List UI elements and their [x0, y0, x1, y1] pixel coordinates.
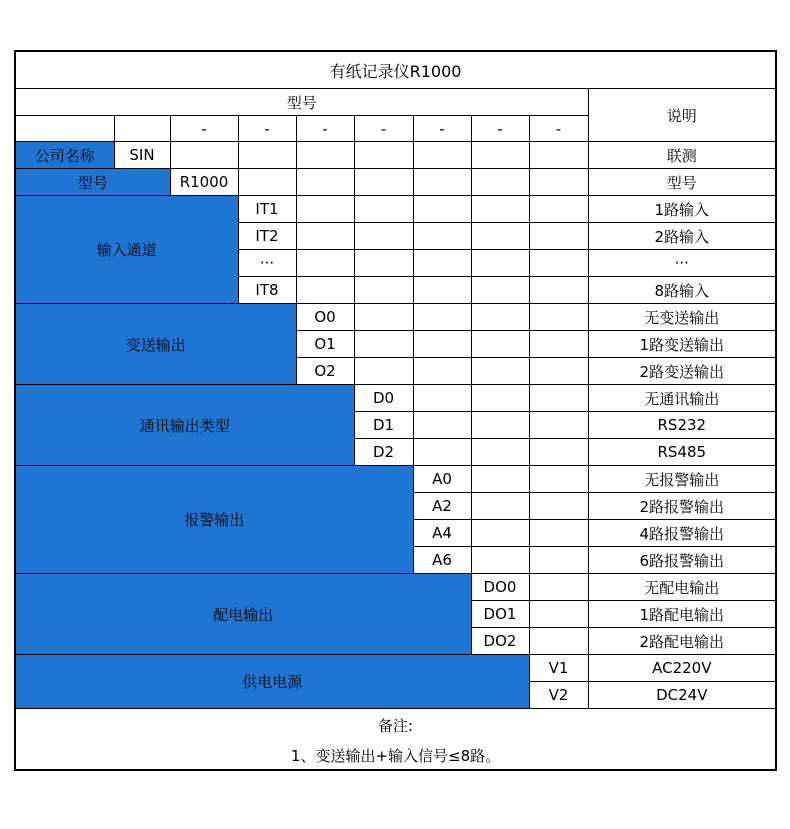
empty-cell — [296, 250, 354, 277]
code-cell: DO2 — [471, 628, 529, 655]
model-header: 型号 — [15, 89, 588, 116]
empty-cell — [529, 304, 588, 331]
code-cell: A6 — [413, 547, 471, 574]
desc-cell: 无变送输出 — [588, 304, 776, 331]
code-cell: IT2 — [238, 223, 296, 250]
desc-cell: 型号 — [588, 169, 776, 196]
empty-cell — [413, 439, 471, 466]
empty-cell — [529, 412, 588, 439]
empty-cell — [354, 331, 413, 358]
empty-cell — [170, 142, 238, 169]
code-cell: O2 — [296, 358, 354, 385]
empty-cell — [471, 358, 529, 385]
empty-cell — [471, 142, 529, 169]
empty-cell — [296, 277, 354, 304]
empty-cell — [529, 574, 588, 601]
code-cell: DO0 — [471, 574, 529, 601]
desc-cell: 无报警输出 — [588, 466, 776, 493]
empty-cell — [296, 142, 354, 169]
empty-cell — [354, 223, 413, 250]
desc-cell: RS485 — [588, 439, 776, 466]
empty-cell — [471, 466, 529, 493]
code-cell: D0 — [354, 385, 413, 412]
desc-cell: AC220V — [588, 655, 776, 682]
code-cell: D1 — [354, 412, 413, 439]
empty-cell — [529, 385, 588, 412]
empty-cell — [529, 196, 588, 223]
desc-cell: 2路配电输出 — [588, 628, 776, 655]
empty-cell — [529, 493, 588, 520]
empty-cell — [413, 412, 471, 439]
empty-cell — [529, 466, 588, 493]
empty-cell — [471, 250, 529, 277]
code-cell: R1000 — [170, 169, 238, 196]
desc-cell: ··· — [588, 250, 776, 277]
empty-cell — [471, 331, 529, 358]
code-cell: IT8 — [238, 277, 296, 304]
desc-cell: DC24V — [588, 682, 776, 709]
desc-cell: 1路输入 — [588, 196, 776, 223]
desc-header: 说明 — [588, 89, 776, 142]
code-cell: DO1 — [471, 601, 529, 628]
empty-cell — [354, 196, 413, 223]
empty-cell — [296, 169, 354, 196]
spec-table — [14, 50, 777, 771]
group-label-input-channels: 输入通道 — [15, 196, 238, 304]
desc-cell: 8路输入 — [588, 277, 776, 304]
code-cell: V2 — [529, 682, 588, 709]
empty-cell — [529, 142, 588, 169]
empty-cell — [529, 250, 588, 277]
desc-cell: 1路配电输出 — [588, 601, 776, 628]
empty-cell — [413, 169, 471, 196]
empty-cell — [354, 358, 413, 385]
empty-cell — [413, 358, 471, 385]
empty-cell — [413, 250, 471, 277]
desc-cell: RS232 — [588, 412, 776, 439]
empty-cell — [471, 169, 529, 196]
code-cell: IT1 — [238, 196, 296, 223]
empty-cell — [529, 223, 588, 250]
group-label-model: 型号 — [15, 169, 170, 196]
code-cell: SIN — [114, 142, 170, 169]
empty-cell — [354, 277, 413, 304]
empty-cell — [15, 116, 114, 142]
group-label-distribution-output: 配电输出 — [15, 574, 471, 655]
empty-cell — [296, 223, 354, 250]
empty-cell — [354, 169, 413, 196]
empty-cell — [413, 304, 471, 331]
notes-heading: 备注: — [378, 716, 414, 735]
empty-cell — [471, 412, 529, 439]
empty-cell — [529, 628, 588, 655]
empty-cell — [471, 493, 529, 520]
dash-cell: - — [413, 116, 471, 142]
desc-cell: 4路报警输出 — [588, 520, 776, 547]
group-label-comm-output: 通讯输出类型 — [15, 385, 354, 466]
empty-cell — [354, 142, 413, 169]
notes-section — [15, 709, 776, 771]
desc-cell: 2路报警输出 — [588, 493, 776, 520]
empty-cell — [529, 547, 588, 574]
empty-cell — [471, 385, 529, 412]
empty-cell — [471, 196, 529, 223]
empty-cell — [529, 601, 588, 628]
note-line: 1、变送输出+输入信号≤8路。 — [290, 746, 501, 765]
desc-cell: 2路输入 — [588, 223, 776, 250]
dash-cell: - — [238, 116, 296, 142]
group-label-power-supply: 供电电源 — [15, 655, 529, 709]
desc-cell: 6路报警输出 — [588, 547, 776, 574]
empty-cell — [296, 196, 354, 223]
desc-cell: 无配电输出 — [588, 574, 776, 601]
empty-cell — [238, 142, 296, 169]
empty-cell — [354, 304, 413, 331]
empty-cell — [471, 304, 529, 331]
code-cell: O0 — [296, 304, 354, 331]
group-label-alarm-output: 报警输出 — [15, 466, 413, 574]
empty-cell — [471, 520, 529, 547]
code-cell: A2 — [413, 493, 471, 520]
empty-cell — [529, 169, 588, 196]
code-cell: A4 — [413, 520, 471, 547]
empty-cell — [471, 223, 529, 250]
code-cell: O1 — [296, 331, 354, 358]
empty-cell — [413, 223, 471, 250]
dash-cell: - — [354, 116, 413, 142]
empty-cell — [413, 277, 471, 304]
empty-cell — [471, 547, 529, 574]
desc-cell: 2路变送输出 — [588, 358, 776, 385]
empty-cell — [114, 116, 170, 142]
desc-cell: 无通讯输出 — [588, 385, 776, 412]
empty-cell — [354, 250, 413, 277]
empty-cell — [529, 439, 588, 466]
empty-cell — [413, 196, 471, 223]
empty-cell — [529, 520, 588, 547]
empty-cell — [471, 439, 529, 466]
code-cell: ··· — [238, 250, 296, 277]
dash-cell: - — [529, 116, 588, 142]
dash-cell: - — [296, 116, 354, 142]
desc-cell: 1路变送输出 — [588, 331, 776, 358]
desc-cell: 联测 — [588, 142, 776, 169]
dash-cell: - — [170, 116, 238, 142]
empty-cell — [471, 277, 529, 304]
empty-cell — [413, 142, 471, 169]
empty-cell — [413, 331, 471, 358]
empty-cell — [529, 331, 588, 358]
empty-cell — [413, 385, 471, 412]
table-title: 有纸记录仪R1000 — [15, 51, 776, 89]
empty-cell — [238, 169, 296, 196]
group-label-transmit-output: 变送输出 — [15, 304, 296, 385]
empty-cell — [529, 277, 588, 304]
empty-cell — [529, 358, 588, 385]
code-cell: V1 — [529, 655, 588, 682]
code-cell: D2 — [354, 439, 413, 466]
code-cell: A0 — [413, 466, 471, 493]
dash-cell: - — [471, 116, 529, 142]
group-label-company: 公司名称 — [15, 142, 114, 169]
